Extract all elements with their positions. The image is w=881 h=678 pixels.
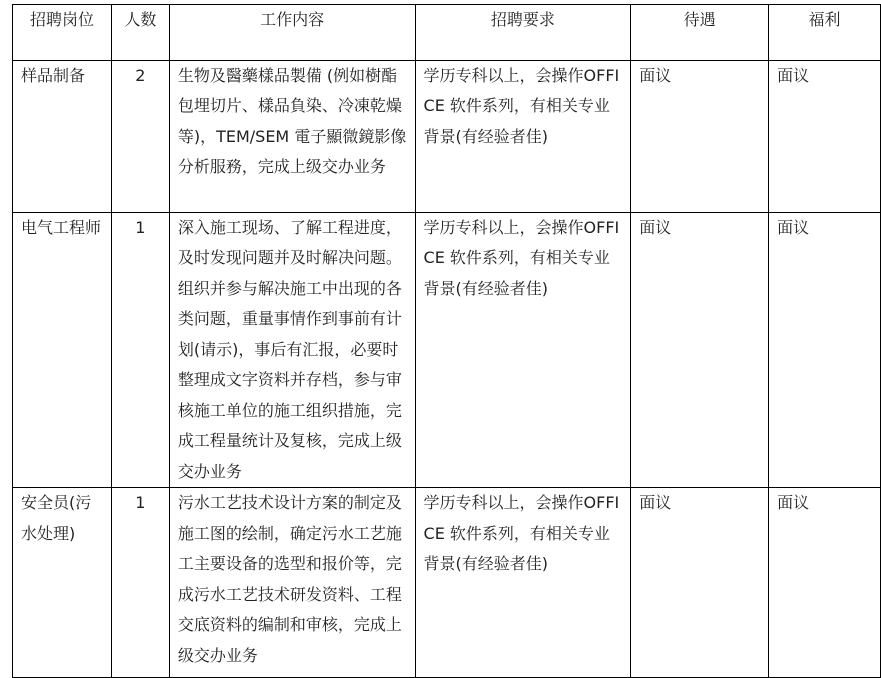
cell-salary: 面议 <box>631 488 769 678</box>
cell-position: 电气工程师 <box>13 212 112 488</box>
cell-requirement: 学历专科以上，会操作OFFICE 软件系列，有相关专业背景(有经验者佳) <box>415 488 631 678</box>
cell-count: 1 <box>111 488 169 678</box>
header-position: 招聘岗位 <box>13 5 112 61</box>
cell-content: 污水工艺技术设计方案的制定及施工图的绘制，确定污水工艺施工主要设备的选型和报价等，完成污水工艺技术研发资料、工程交底资料的编制和审核，完成上级交办业务 <box>169 488 415 678</box>
header-content: 工作内容 <box>169 5 415 61</box>
table-row <box>13 488 881 678</box>
cell-benefits: 面议 <box>769 488 881 678</box>
cell-salary: 面议 <box>631 212 769 488</box>
cell-count: 1 <box>111 212 169 488</box>
cell-requirement: 学历专科以上，会操作OFFICE 软件系列，有相关专业背景(有经验者佳) <box>415 212 631 488</box>
cell-benefits: 面议 <box>769 60 881 212</box>
recruitment-table <box>12 4 881 678</box>
cell-content: 生物及醫藥樣品製備 (例如樹酯包埋切片、樣品負染、冷凍乾燥等)，TEM/SEM 電子顯微鏡影像分析服務，完成上级交办业务 <box>169 60 415 212</box>
table-row <box>13 212 881 488</box>
table-row <box>13 60 881 212</box>
header-count: 人数 <box>111 5 169 61</box>
cell-salary: 面议 <box>631 60 769 212</box>
cell-position: 样品制备 <box>13 60 112 212</box>
header-benefits: 福利 <box>769 5 881 61</box>
cell-requirement: 学历专科以上，会操作OFFICE 软件系列，有相关专业背景(有经验者佳) <box>415 60 631 212</box>
header-salary: 待遇 <box>631 5 769 61</box>
cell-content: 深入施工现场、了解工程进度，及时发现问题并及时解决问题。组织并参与解决施工中出现的各类问题，重量事情作到事前有计划(请示)，事后有汇报，必要时整理成文字资料并存档，参与审核施工单位的施工组织措施，完成工程量统计及复核，完成上级交办业务 <box>169 212 415 488</box>
table-header-row <box>13 5 881 61</box>
cell-position: 安全员(污水处理) <box>13 488 112 678</box>
cell-count: 2 <box>111 60 169 212</box>
cell-benefits: 面议 <box>769 212 881 488</box>
header-requirement: 招聘要求 <box>415 5 631 61</box>
